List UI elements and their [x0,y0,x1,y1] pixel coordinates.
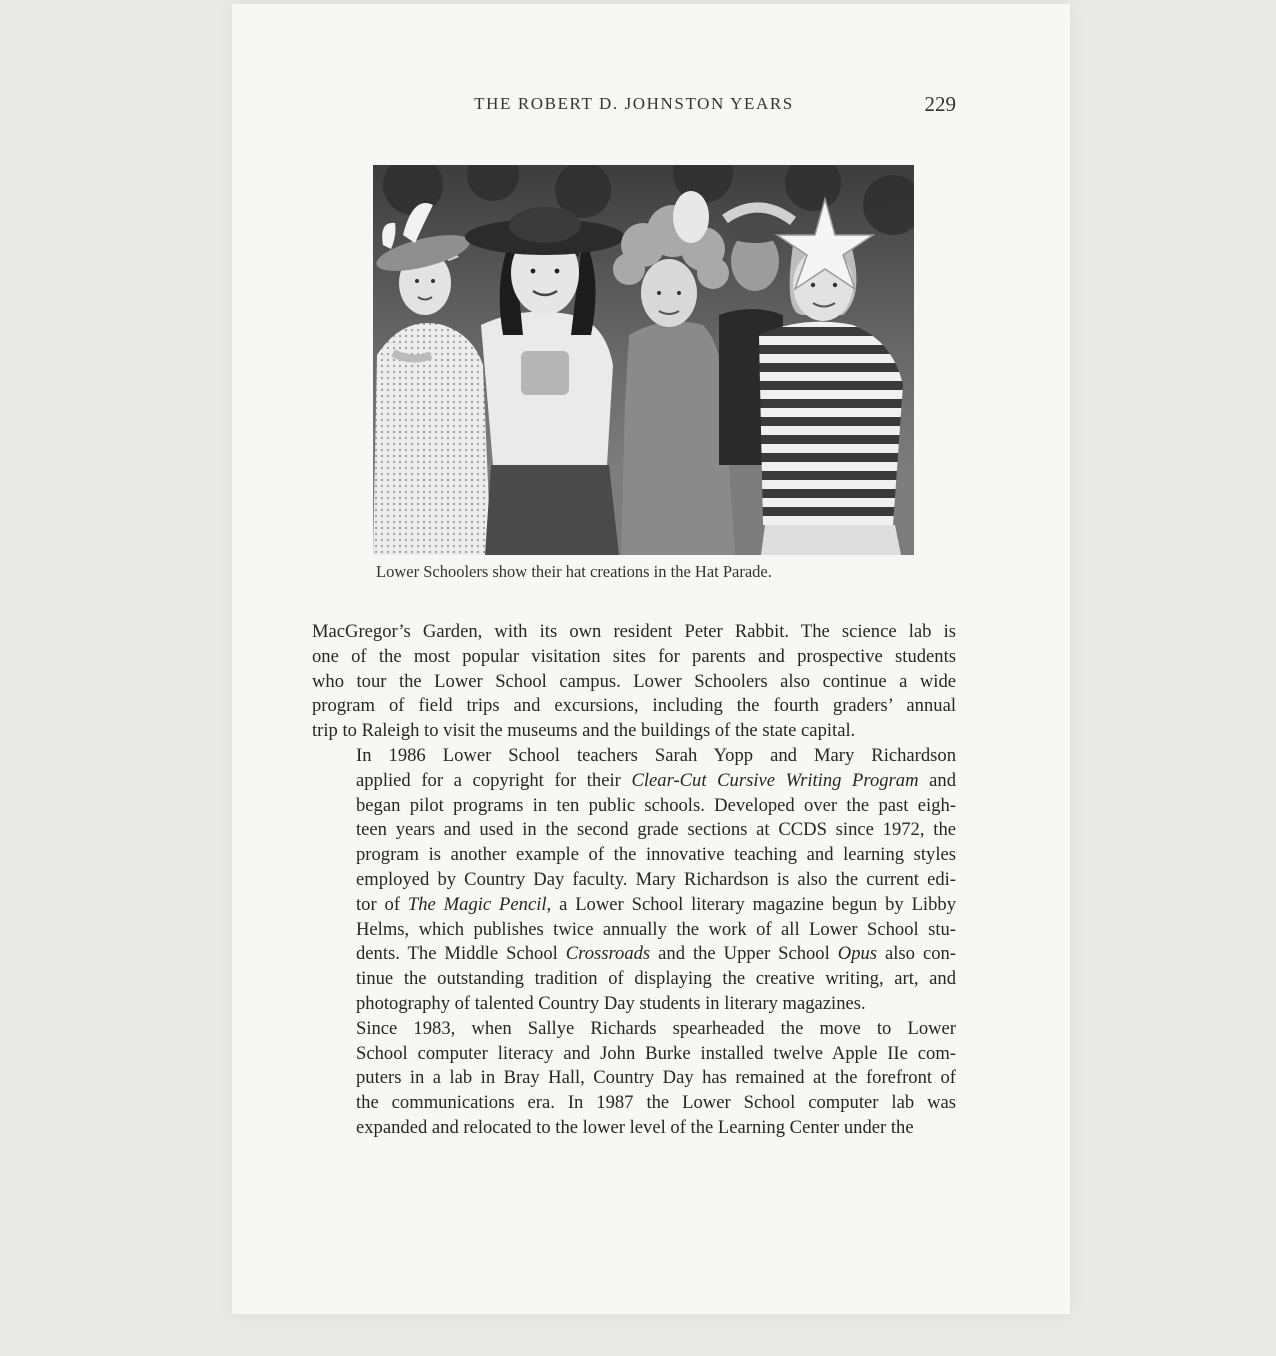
text-run: and [918,769,956,791]
italic-title: Opus [837,943,878,965]
italic-title: Crossroads [565,943,651,965]
italic-title: The Magic Pencil [407,893,547,915]
text-run: applied for a copyright for their [356,769,632,791]
text-run: who tour the Lower School campus. Lower Schoolers also continue a wide [312,670,956,692]
text-line [312,744,956,769]
text-run: teen years and used in the second grade sections at CCDS since 1972, the [356,819,956,841]
text-run: trip to Raleigh to visit the museums and the buildings of the state capital. [312,720,856,742]
text-line [312,645,956,670]
text-run: also con- [877,943,956,965]
text-run: expanded and relocated to the lower level of the Learning Center under the [356,1116,914,1138]
photo-illustration [373,165,914,555]
text-run: , a Lower School literary magazine begun by Libby [546,893,956,915]
text-run: tor of [356,893,408,915]
italic-title: Clear-Cut Cursive Writing Program [631,769,919,791]
text-line [312,818,956,843]
paragraph [312,620,956,744]
text-run: In 1986 Lower School teachers Sarah Yopp and Mary Richardson [356,744,956,766]
text-run: photography of talented Country Day students in literary magazines. [356,992,866,1014]
body-text [312,620,956,1141]
text-run: began pilot programs in ten public schools. Developed over the past eigh- [356,794,956,816]
text-run: and the Upper School [650,943,838,965]
text-line [312,1042,956,1067]
text-line [312,1091,956,1116]
text-line [312,719,956,744]
running-header [312,94,956,122]
text-line [312,843,956,868]
text-line [312,918,956,943]
hat-parade-photo [373,165,914,555]
text-run: puters in a lab in Bray Hall, Country Day has remained at the forefront of [356,1067,956,1089]
text-run: employed by Country Day faculty. Mary Richardson is also the current edi- [356,868,956,890]
figure-caption: Lower Schoolers show their hat creations in the Hat Parade. [376,562,772,581]
text-line [312,1116,956,1141]
text-run: program is another example of the innovative teaching and learning styles [356,844,956,866]
text-line [312,670,956,695]
text-line [312,694,956,719]
text-run: School computer literacy and John Burke installed twelve Apple IIe com- [356,1042,956,1064]
paragraph [312,1017,956,1141]
running-title: THE ROBERT D. JOHNSTON YEARS [474,94,794,113]
text-line [312,1017,956,1042]
text-line [312,967,956,992]
text-run: Helms, which publishes twice annually the work of all Lower School stu- [356,918,956,940]
text-run: Since 1983, when Sallye Richards spearheaded the move to Lower [356,1017,956,1039]
text-line [312,868,956,893]
text-run: dents. The Middle School [356,943,566,965]
text-run: tinue the outstanding tradition of displaying the creative writing, art, and [356,968,956,990]
text-line [312,942,956,967]
text-line [312,1066,956,1091]
text-line [312,620,956,645]
text-run: one of the most popular visitation sites for parents and prospective students [312,645,956,667]
text-run: the communications era. In 1987 the Lower School computer lab was [356,1092,956,1114]
text-line [312,992,956,1017]
page-number: 229 [924,92,956,116]
text-line [312,794,956,819]
text-line [312,893,956,918]
text-run: MacGregor’s Garden, with its own resident Peter Rabbit. The science lab is [312,621,956,642]
text-run: program of field trips and excursions, including the fourth graders’ annual [312,695,956,717]
paragraph [312,744,956,1017]
text-line [312,769,956,794]
